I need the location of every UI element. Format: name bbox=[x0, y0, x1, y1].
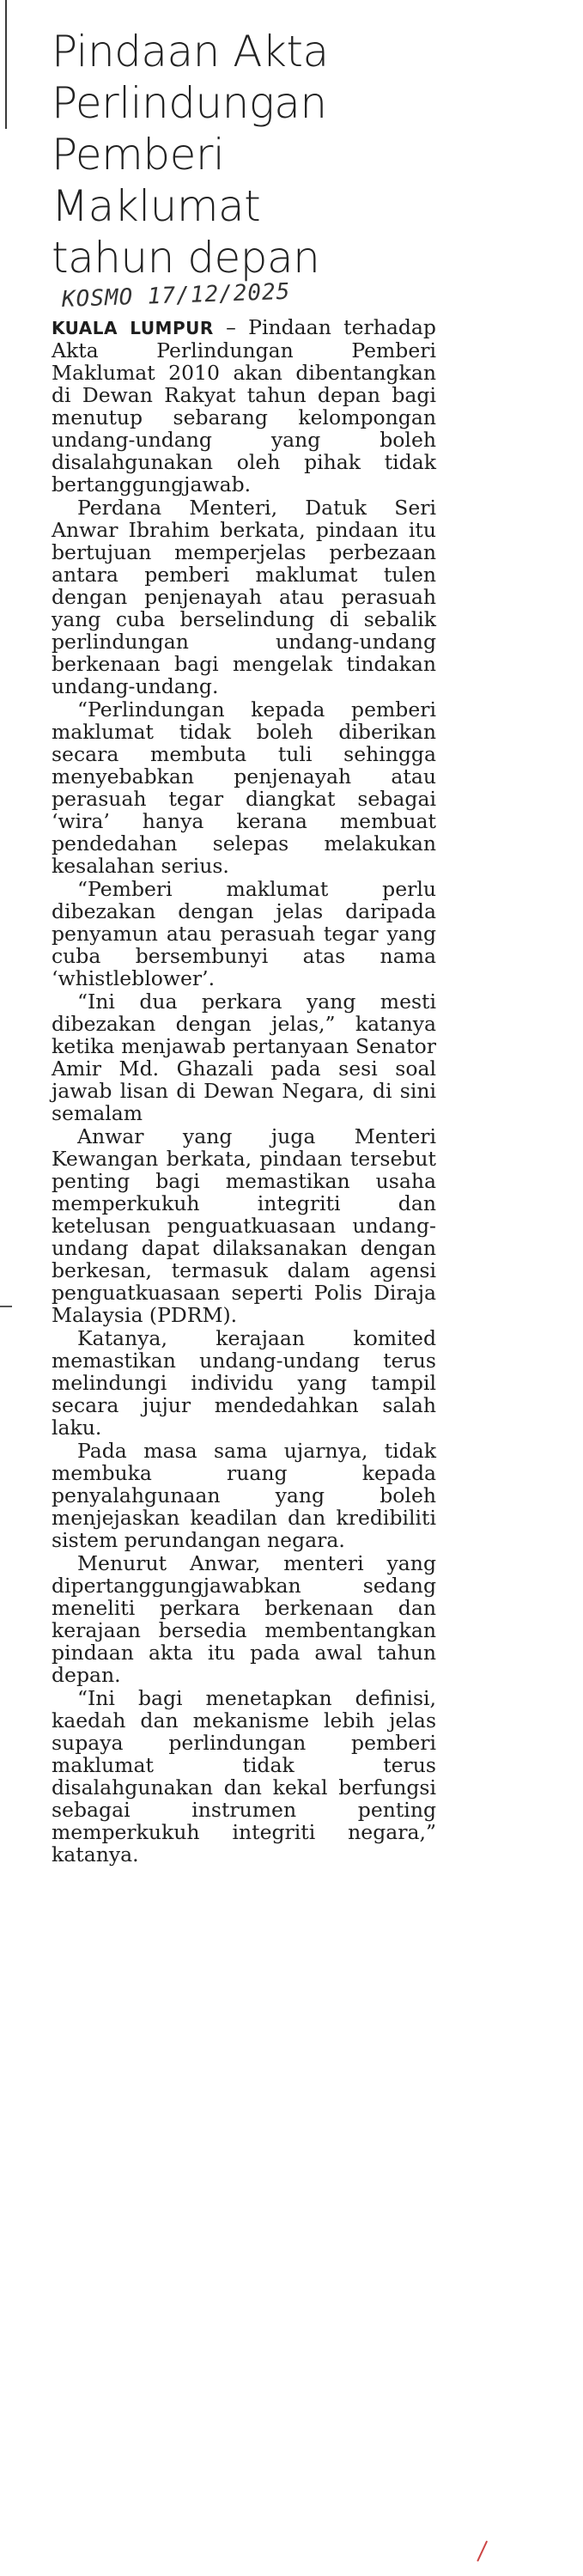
paragraph: Anwar yang juga Menteri Kewangan berkata, pindaan tersebut penting bagi memastikan usaha memperkukuh integriti dan ketelusan penguatkuasaan undang-undang dapat dilaksanakan dengan berkesan, termasuk dalam agensi penguatkuasaan seperti Polis Diraja Malaysia (PDRM). bbox=[52, 1124, 436, 1327]
paragraph bbox=[52, 316, 436, 496]
paragraph: “Perlindungan kepada pemberi maklumat tidak boleh diberikan secara membuta tuli sehingga menyebabkan penjenayah atau perasuah tegar diangkat sebagai ‘wira’ hanya kerana membuat pendedahan selepas melakukan kesalahan serius. bbox=[52, 697, 436, 878]
article-body bbox=[52, 316, 436, 1866]
pen-mark bbox=[477, 2541, 498, 2567]
margin-tick bbox=[0, 1306, 12, 1307]
headline bbox=[52, 26, 436, 283]
paragraph: “Ini bagi menetapkan definisi, kaedah dan mekanisme lebih jelas supaya perlindungan pemberi maklumat tidak terus disalahgunakan dan kekal berfungsi sebagai instrumen penting memperkukuh integriti negara,” katanya. bbox=[52, 1686, 436, 1867]
paragraph: “Ini dua perkara yang mesti dibezakan dengan jelas,” katanya ketika menjawab pertanyaan Senator Amir Md. Ghazali pada sesi soal jawab lisan di Dewan Negara, di sini semalam bbox=[52, 990, 436, 1125]
headline-line: Perlindungan bbox=[52, 78, 327, 128]
paragraph: Perdana Menteri, Datuk Seri Anwar Ibrahim berkata, pindaan itu bertujuan memperjelas perbezaan antara pemberi maklumat tulen dengan penjenayah atau perasuah yang cuba berselindung di sebalik perlindungan undang-undang berkenaan bagi mengelak tindakan undang-undang. bbox=[52, 496, 436, 698]
headline-line: Pindaan Akta bbox=[52, 27, 329, 76]
handwritten-source-note: KOSMO 17/12/2025 bbox=[61, 278, 291, 313]
headline-line: Pemberi bbox=[52, 130, 225, 180]
paragraph: “Pemberi maklumat perlu dibezakan dengan jelas daripada penyamun atau perasuah tegar yang cuba bersembunyi atas nama ‘whistleblower’. bbox=[52, 877, 436, 990]
column-rule bbox=[5, 0, 7, 129]
news-article bbox=[17, 26, 436, 1867]
headline-line: tahun depan bbox=[52, 233, 320, 283]
paragraph: Katanya, kerajaan komited memastikan undang-undang terus melindungi individu yang tampil secara jujur mendedahkan salah laku. bbox=[52, 1326, 436, 1440]
paragraph-text: – Pindaan terhadap Akta Perlindungan Pemberi Maklumat 2010 akan dibentangkan di Dewan Rakyat tahun depan bagi menutup sebarang kelompongan undang-undang yang boleh disalahgunakan oleh pihak tidak bertanggungjawab. bbox=[52, 315, 436, 496]
headline-line: Maklumat bbox=[52, 181, 261, 231]
dateline: KUALA LUMPUR bbox=[52, 318, 214, 338]
paragraph: Menurut Anwar, menteri yang dipertanggungjawabkan sedang meneliti perkara berkenaan dan kerajaan bersedia membentangkan pindaan akta itu pada awal tahun depan. bbox=[52, 1551, 436, 1687]
paragraph: Pada masa sama ujarnya, tidak membuka ruang kepada penyalahgunaan yang boleh menjejaskan keadilan dan kredibiliti sistem perundangan negara. bbox=[52, 1439, 436, 1552]
